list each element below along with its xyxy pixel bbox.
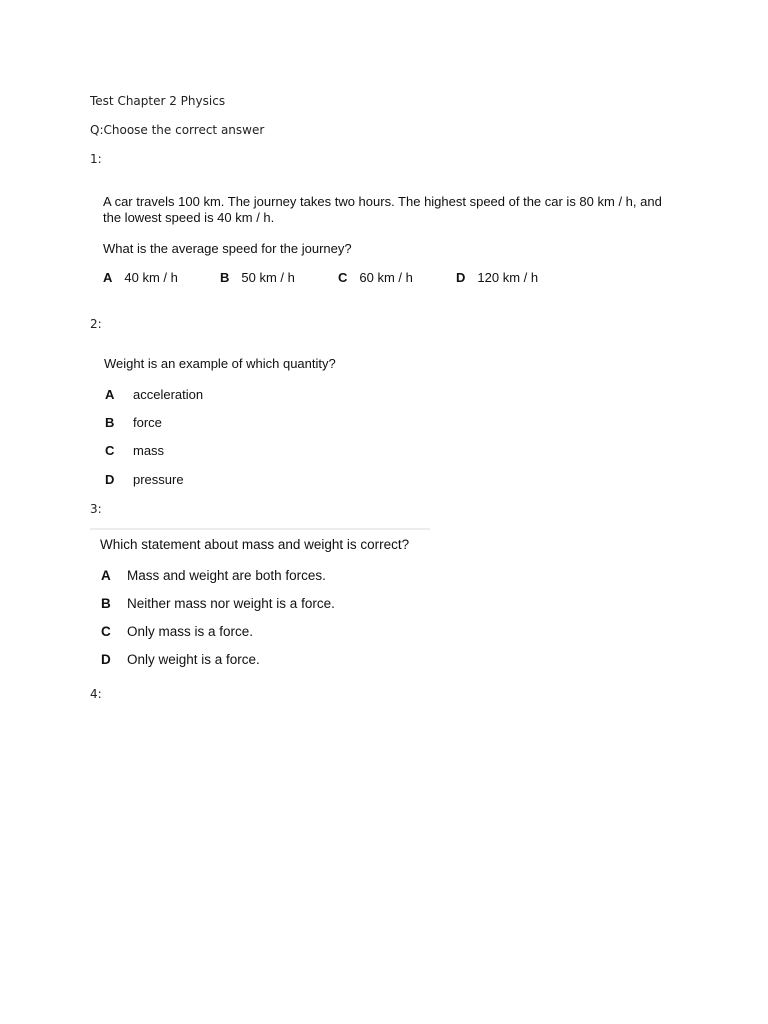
question-3-prompt: Which statement about mass and weight is correct? xyxy=(100,537,410,552)
option-text: force xyxy=(133,415,162,430)
question-2-block xyxy=(104,356,424,496)
question-1-option-a[interactable] xyxy=(103,270,178,285)
option-text: Neither mass nor weight is a force. xyxy=(127,596,335,611)
option-letter: B xyxy=(220,270,230,285)
question-3-option-b[interactable] xyxy=(101,596,335,611)
option-letter: C xyxy=(105,443,115,458)
question-3-option-c[interactable] xyxy=(101,624,253,639)
option-letter: D xyxy=(101,652,111,667)
option-text: 60 km / h xyxy=(359,270,413,285)
question-number-4: 4: xyxy=(90,687,102,701)
option-letter: C xyxy=(338,270,348,285)
question-1-text-line-2: the lowest speed is 40 km / h. xyxy=(103,210,275,225)
question-2-option-d[interactable] xyxy=(105,472,184,487)
option-text: Only weight is a force. xyxy=(127,652,260,667)
question-1-option-b[interactable] xyxy=(220,270,295,285)
question-2-prompt: Weight is an example of which quantity? xyxy=(104,356,336,371)
question-number-3: 3: xyxy=(90,502,102,516)
question-3-block xyxy=(100,537,440,677)
option-letter: D xyxy=(456,270,466,285)
option-letter: D xyxy=(105,472,115,487)
option-letter: A xyxy=(103,270,113,285)
question-1-text-line-1: A car travels 100 km. The journey takes two hours. The highest speed of the car is 80 km / h, and xyxy=(103,194,662,209)
option-text: Mass and weight are both forces. xyxy=(127,568,326,583)
question-3-option-a[interactable] xyxy=(101,568,326,583)
option-text: acceleration xyxy=(133,387,204,402)
question-number-1: 1: xyxy=(90,152,102,166)
question-number-2: 2: xyxy=(90,317,102,331)
image-edge-divider xyxy=(90,528,430,530)
instruction-text: Q:Choose the correct answer xyxy=(90,123,265,137)
question-3-option-d[interactable] xyxy=(101,652,260,667)
question-2-option-c[interactable] xyxy=(105,443,164,458)
question-1-block xyxy=(103,194,703,284)
question-2-option-a[interactable] xyxy=(105,387,203,402)
option-letter: A xyxy=(105,387,115,402)
option-text: 40 km / h xyxy=(124,270,178,285)
option-text: pressure xyxy=(133,472,184,487)
option-letter: B xyxy=(105,415,115,430)
option-letter: C xyxy=(101,624,111,639)
option-text: 50 km / h xyxy=(241,270,295,285)
document-title: Test Chapter 2 Physics xyxy=(90,94,226,108)
option-text: mass xyxy=(133,443,165,458)
question-1-option-c[interactable] xyxy=(338,270,413,285)
option-letter: A xyxy=(101,568,111,583)
question-1-prompt: What is the average speed for the journey? xyxy=(103,241,352,256)
question-2-option-b[interactable] xyxy=(105,415,162,430)
option-text: 120 km / h xyxy=(477,270,539,285)
option-letter: B xyxy=(101,596,111,611)
option-text: Only mass is a force. xyxy=(127,624,254,639)
question-1-option-d[interactable] xyxy=(456,270,538,285)
